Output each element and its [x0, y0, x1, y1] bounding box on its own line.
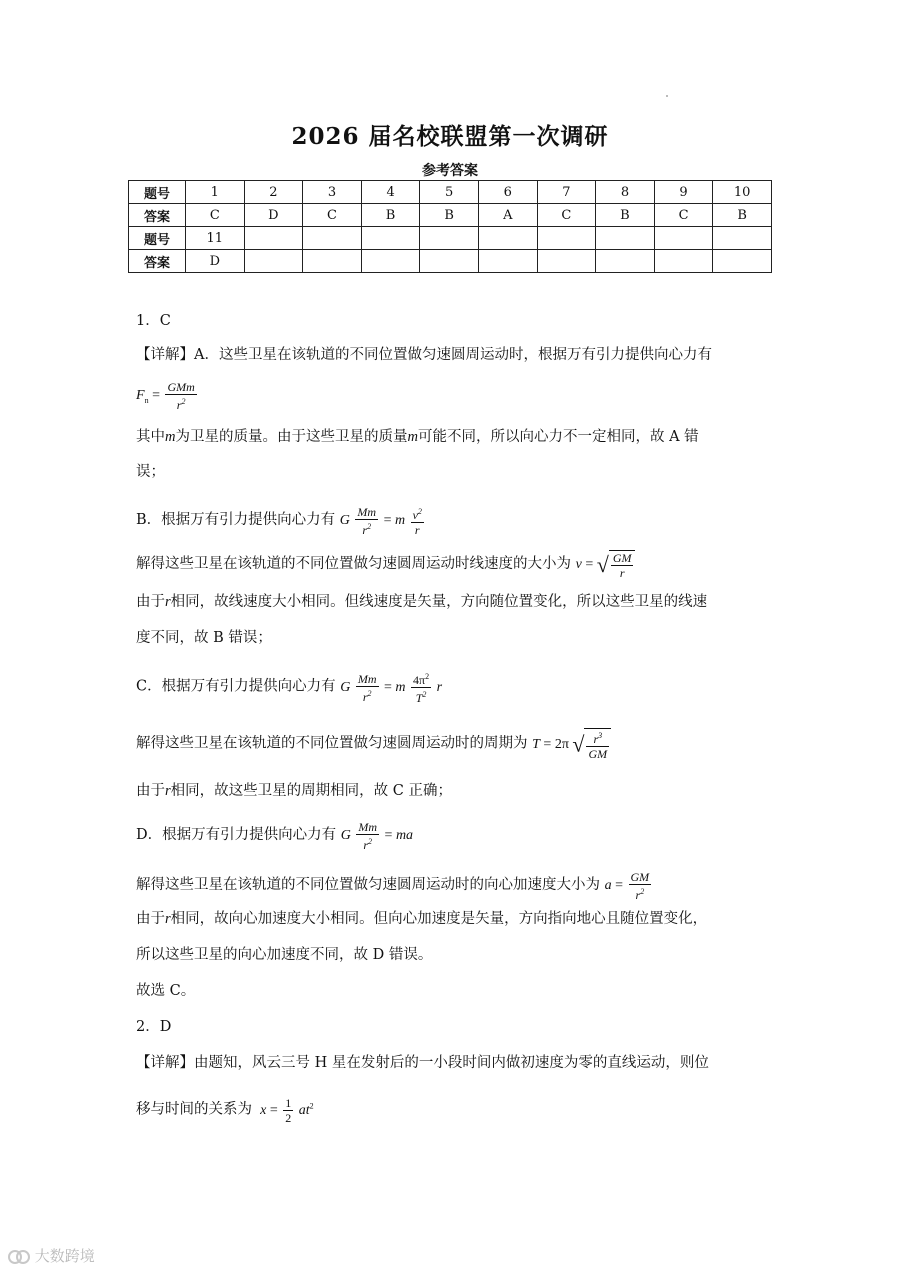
- cell: [713, 250, 772, 273]
- denominator: [355, 519, 378, 537]
- q2-text-a: 【详解】由题知，风云三号 H 星在发射后的一小段时间内做初速度为零的直线运动，则位: [136, 1055, 709, 1071]
- math-exp: 2: [181, 397, 186, 406]
- numerator: GMm: [167, 380, 195, 394]
- text: D．根据万有引力提供向心力有: [136, 827, 337, 844]
- q1-text-c: [136, 670, 442, 705]
- math-eq: =: [383, 513, 392, 529]
- sqrt-icon: √: [596, 552, 609, 577]
- math-exp: 2: [425, 672, 430, 681]
- sqrt: [597, 550, 636, 580]
- math-symbol: r: [362, 523, 368, 537]
- math-symbol: r: [165, 594, 171, 610]
- text: 移与时间的关系为: [136, 1101, 252, 1118]
- q1-text-a2: [136, 427, 699, 447]
- text: B．根据万有引力提供向心力有: [136, 512, 336, 529]
- denominator: [629, 884, 652, 902]
- cell: 2: [244, 181, 303, 204]
- math-exp: 2: [422, 690, 427, 699]
- math-symbol: r: [165, 783, 171, 799]
- text: 解得这些卫星在该轨道的不同位置做匀速圆周运动时的向心加速度大小为: [136, 877, 600, 894]
- math-eq: =: [384, 679, 392, 695]
- math-symbol: r: [363, 838, 369, 852]
- denominator: r: [611, 565, 634, 580]
- formula-b: [339, 505, 426, 537]
- fraction: [411, 505, 424, 537]
- table-row: [129, 250, 772, 273]
- q1-text-b4: 度不同，故 B 错误；: [136, 630, 272, 646]
- cell: [654, 227, 713, 250]
- math-exp: 3: [598, 731, 603, 740]
- text: 由于: [136, 911, 165, 927]
- sqrt-icon: √: [572, 731, 585, 757]
- q1-text-c2: [136, 728, 611, 761]
- cell: B: [420, 204, 479, 227]
- math-symbol: ma: [395, 828, 414, 844]
- cell: 4: [361, 181, 420, 204]
- numerator: Mm: [357, 671, 377, 686]
- fraction: [411, 670, 431, 705]
- math-symbol: G: [340, 828, 351, 844]
- cell: B: [596, 204, 655, 227]
- cell: [537, 250, 596, 273]
- cell: B: [361, 204, 420, 227]
- cell: [596, 250, 655, 273]
- math-symbol: r: [165, 911, 171, 927]
- table-row: [129, 181, 772, 204]
- cell: [303, 227, 362, 250]
- math-symbol: m: [395, 679, 406, 695]
- text: 由于: [136, 594, 165, 610]
- speck: [666, 95, 668, 97]
- cell: [654, 250, 713, 273]
- math-symbol: r: [635, 888, 641, 902]
- q1-text-d3: [136, 909, 707, 929]
- cell: [244, 227, 303, 250]
- numerator: [586, 729, 609, 746]
- text: 由于: [136, 783, 165, 799]
- q1-text-a: 【详解】A．这些卫星在该轨道的不同位置做匀速圆周运动时，根据万有引力提供向心力有: [136, 347, 712, 363]
- math-symbol: T: [532, 736, 540, 752]
- cell: [361, 250, 420, 273]
- numerator: Mm: [358, 820, 378, 834]
- numerator: [411, 670, 431, 687]
- cell: [478, 250, 537, 273]
- math-symbol: m: [394, 513, 406, 529]
- math-symbol: F: [136, 388, 145, 404]
- cell: C: [303, 204, 362, 227]
- numerator: [411, 505, 424, 522]
- cell: C: [186, 204, 245, 227]
- text: 其中: [136, 429, 165, 445]
- text: 解得这些卫星在该轨道的不同位置做匀速圆周运动时的周期为: [136, 735, 528, 752]
- sqrt: [572, 728, 611, 761]
- fraction: [611, 551, 634, 580]
- text: 解得这些卫星在该轨道的不同位置做匀速圆周运动时线速度的大小为: [136, 556, 571, 573]
- formula-a: [604, 870, 654, 902]
- denominator: GM: [588, 747, 608, 761]
- sqrt-body: [584, 728, 611, 761]
- fraction: [356, 672, 379, 704]
- math-symbol: m: [165, 429, 176, 445]
- q1-text-b: [136, 505, 426, 537]
- page-subtitle: 参考答案: [422, 163, 478, 179]
- denominator: [356, 834, 379, 852]
- cell: [244, 250, 303, 273]
- text: 相同，故这些卫星的周期相同，故 C 正确；: [170, 783, 452, 799]
- q1-conclusion: 故选 C。: [136, 983, 196, 999]
- q1-text-b2: [136, 550, 635, 580]
- math-eq: =: [384, 828, 393, 844]
- cell: 5: [420, 181, 479, 204]
- denominator: 2: [285, 1111, 292, 1125]
- cell: C: [537, 204, 596, 227]
- math-symbol: v: [412, 508, 418, 522]
- cell: D: [244, 204, 303, 227]
- cell: A: [478, 204, 537, 227]
- cell: 1: [186, 181, 245, 204]
- math-symbol: r: [362, 689, 368, 704]
- math-eq: =: [269, 1102, 278, 1118]
- page-title: 2026 届名校联盟第一次调研: [291, 123, 609, 150]
- math-eq: =: [615, 878, 624, 894]
- table-row: [129, 227, 772, 250]
- sqrt-body: [609, 550, 636, 580]
- row-label: 题号: [129, 181, 186, 204]
- numerator: Mm: [357, 505, 377, 519]
- formula-t: [532, 731, 611, 761]
- row-label: 题号: [129, 227, 186, 250]
- q1-text-c3: [136, 781, 452, 801]
- fraction: [586, 729, 609, 761]
- math-symbol: r: [436, 679, 443, 695]
- watermark-text: 大数跨境: [34, 1247, 95, 1265]
- cell: C: [654, 204, 713, 227]
- formula-c: [340, 671, 443, 705]
- text: 相同，故向心加速度大小相同。但向心加速度是矢量，方向指向地心且随位置变化，: [170, 911, 708, 927]
- math-symbol: 2π: [554, 736, 569, 752]
- denominator: [165, 394, 196, 412]
- cell: [537, 227, 596, 250]
- cell: [303, 250, 362, 273]
- denominator: [411, 687, 431, 705]
- cell: B: [713, 204, 772, 227]
- text: 为卫星的质量。由于这些卫星的质量: [175, 429, 408, 445]
- text: 可能不同，所以向心力不一定相同，故 A 错: [417, 429, 699, 445]
- fraction: [283, 1096, 293, 1125]
- cell: 10: [713, 181, 772, 204]
- q1-text-d2: [136, 870, 653, 902]
- cell: 6: [478, 181, 537, 204]
- math-symbol: 4π: [413, 673, 426, 687]
- math-symbol: r: [593, 732, 599, 746]
- table-row: [129, 204, 772, 227]
- q1-text-b3: [136, 592, 707, 612]
- math-exp: 2: [368, 837, 373, 846]
- numerator: GM: [612, 551, 632, 565]
- math-exp: 2: [640, 887, 645, 896]
- q1-text-d: [136, 820, 413, 852]
- cell: 7: [537, 181, 596, 204]
- watermark: [8, 1245, 95, 1266]
- q2-text-a2: [136, 1096, 314, 1125]
- denominator: [356, 686, 379, 704]
- cell: [420, 227, 479, 250]
- numerator: GM: [630, 870, 650, 884]
- cell: 11: [186, 227, 245, 250]
- q1-text-d4: 所以这些卫星的向心加速度不同，故 D 错误。: [136, 947, 433, 963]
- brand-logo-icon: [8, 1248, 30, 1266]
- math-symbol: G: [339, 513, 350, 529]
- fraction: [629, 870, 652, 902]
- math-sub: n: [144, 396, 149, 406]
- math-exp: 2: [309, 1101, 314, 1111]
- cell: [596, 227, 655, 250]
- math-symbol: v: [575, 557, 582, 573]
- text: C．根据万有引力提供向心力有: [136, 678, 336, 695]
- cell: 9: [654, 181, 713, 204]
- q2-heading: 2．D: [136, 1019, 172, 1035]
- math-symbol: r: [176, 398, 182, 412]
- cell: [420, 250, 479, 273]
- fraction: [355, 505, 378, 537]
- numerator: 1: [285, 1096, 292, 1110]
- math-exp: 2: [367, 522, 372, 531]
- fraction: [356, 820, 379, 852]
- cell: [478, 227, 537, 250]
- answer-table: [128, 180, 772, 273]
- q1-text-a3: 误；: [136, 464, 165, 480]
- cell: 3: [303, 181, 362, 204]
- cell: [361, 227, 420, 250]
- text: 相同，故线速度大小相同。但线速度是矢量，方向随位置变化，所以这些卫星的线速: [170, 594, 708, 610]
- formula-v: [575, 551, 636, 580]
- math-symbol: x: [260, 1102, 267, 1118]
- math-symbol: m: [407, 429, 418, 445]
- q1-heading: 1．C: [136, 313, 171, 329]
- cell: D: [186, 250, 245, 273]
- cell: [713, 227, 772, 250]
- cell: 8: [596, 181, 655, 204]
- math-symbol: T: [415, 691, 423, 705]
- math-eq: =: [585, 557, 594, 573]
- formula-x: [257, 1096, 314, 1125]
- math-exp: 2: [417, 507, 422, 516]
- fraction: [165, 380, 196, 412]
- math-exp: 2: [367, 688, 372, 698]
- formula-fn: [136, 380, 199, 412]
- math-eq: =: [152, 388, 160, 404]
- math-symbol: G: [340, 679, 351, 695]
- row-label: 答案: [129, 204, 186, 227]
- row-label: 答案: [129, 250, 186, 273]
- formula-d: [340, 820, 414, 852]
- math-symbol: a: [604, 878, 612, 894]
- math-symbol: at: [298, 1102, 310, 1118]
- math-eq: =: [543, 736, 552, 752]
- denominator: r: [411, 522, 424, 537]
